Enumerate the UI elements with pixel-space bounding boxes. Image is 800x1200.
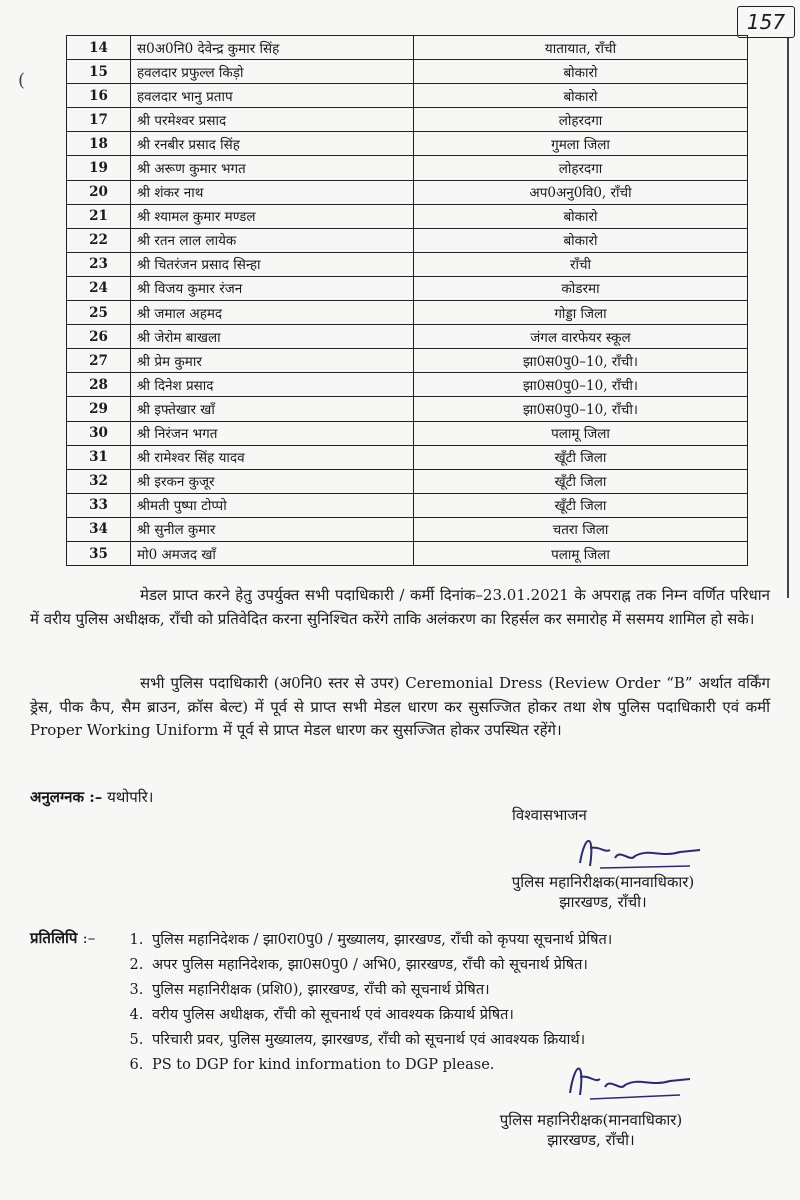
- copy-to-item: 2. अपर पुलिस महानिदेशक, झा0स0पु0 / अभि0, झारखण्ड, रॉंची को सूचनार्थ प्रेषित।: [148, 953, 612, 978]
- signatory-2-place: झारखण्ड, रॉंची।: [547, 1131, 635, 1149]
- enclosure-label: अनुलग्नक :–: [30, 788, 103, 806]
- copy-to-item: 5. परिचारी प्रवर, पुलिस मुख्यालय, झारखण्ड, रॉंची को सूचनार्थ एवं आवश्यक क्रियार्थ।: [148, 1028, 612, 1053]
- serial-number: 30: [67, 421, 131, 445]
- copy-to-separator: :–: [82, 929, 96, 947]
- posting-place: खूँटी जिला: [414, 493, 748, 517]
- enclosure-line: [30, 787, 153, 807]
- signatory-1-title: पुलिस महानिरीक्षक(मानवाधिकार): [511, 873, 695, 891]
- awardee-name: श्री परमेश्वर प्रसाद: [131, 108, 414, 132]
- serial-number: 28: [67, 373, 131, 397]
- awardee-name: श्री चितरंजन प्रसाद सिन्हा: [131, 252, 414, 276]
- awardee-name: श्री रनबीर प्रसाद सिंह: [131, 132, 414, 156]
- copy-to-item: 6. PS to DGP for kind information to DGP please.: [148, 1053, 612, 1078]
- margin-rule: [787, 38, 789, 598]
- posting-place: जंगल वारफेयर स्कूल: [414, 325, 748, 349]
- signatory-2-title: पुलिस महानिरीक्षक(मानवाधिकार): [499, 1111, 683, 1129]
- serial-number: 23: [67, 252, 131, 276]
- serial-number: 17: [67, 108, 131, 132]
- table-row: [67, 60, 748, 84]
- table-row: [67, 517, 748, 541]
- signature-1: [560, 828, 710, 878]
- awardee-name: श्री इफ्तेखार खॉं: [131, 397, 414, 421]
- copy-to-label-text: प्रतिलिपि: [30, 929, 78, 947]
- posting-place: कोडरमा: [414, 276, 748, 300]
- posting-place: झा0स0पु0–10, रॉंची।: [414, 397, 748, 421]
- serial-number: 33: [67, 493, 131, 517]
- table-row: [67, 228, 748, 252]
- posting-place: पलामू जिला: [414, 541, 748, 565]
- table-row: [67, 132, 748, 156]
- table-row: [67, 204, 748, 228]
- serial-number: 19: [67, 156, 131, 180]
- serial-number: 15: [67, 60, 131, 84]
- serial-number: 29: [67, 397, 131, 421]
- table-row: [67, 397, 748, 421]
- page-number: 157: [737, 6, 795, 38]
- awardee-name: श्री रामेश्वर सिंह यादव: [131, 445, 414, 469]
- awardee-name: हवलदार प्रफुल्ल किड़ो: [131, 60, 414, 84]
- awardee-table: [66, 35, 748, 566]
- instruction-paragraph-2: सभी पुलिस पदाधिकारी (अ0नि0 स्तर से उपर) Ceremonial Dress (Review Order “B” अर्थात वर्किंग ड्रेस, पीक कैप, सैम ब्राउन, क्रॉस बेल्ट) में पूर्व से प्राप्त सभी मेडल धारण कर सुसज्जित होकर तथा शेष पुलिस पदाधिकारी एवं कर्मी Proper Working Uniform में पूर्व से प्राप्त मेडल धारण कर सुसज्जित होकर उपस्थित रहेंगे।: [30, 674, 770, 739]
- awardee-name: श्री श्यामल कुमार मण्डल: [131, 204, 414, 228]
- posting-place: बोकारो: [414, 204, 748, 228]
- awardee-name: श्री जेरोम बाखला: [131, 325, 414, 349]
- awardee-name: श्री विजय कुमार रंजन: [131, 276, 414, 300]
- awardee-name: श्री प्रेम कुमार: [131, 349, 414, 373]
- serial-number: 18: [67, 132, 131, 156]
- table-row: [67, 469, 748, 493]
- posting-place: गोड्डा जिला: [414, 301, 748, 325]
- posting-place: बोकारो: [414, 228, 748, 252]
- posting-place: झा0स0पु0–10, रॉंची।: [414, 373, 748, 397]
- serial-number: 26: [67, 325, 131, 349]
- table-row: [67, 252, 748, 276]
- awardee-name: स0अ0नि0 देवेन्द्र कुमार सिंह: [131, 36, 414, 60]
- signatory-block-2: [446, 1110, 736, 1150]
- awardee-name: श्री शंकर नाथ: [131, 180, 414, 204]
- copy-to-label: [30, 928, 95, 948]
- awardee-name: श्री दिनेश प्रसाद: [131, 373, 414, 397]
- table-row: [67, 541, 748, 565]
- posting-place: खूँटी जिला: [414, 469, 748, 493]
- margin-mark: (: [18, 70, 26, 91]
- posting-place: गुमला जिला: [414, 132, 748, 156]
- awardee-name: श्रीमती पुष्पा टोप्पो: [131, 493, 414, 517]
- serial-number: 16: [67, 84, 131, 108]
- posting-place: लोहरदगा: [414, 108, 748, 132]
- serial-number: 35: [67, 541, 131, 565]
- table-row: [67, 421, 748, 445]
- table-row: [67, 156, 748, 180]
- awardee-name: मो0 अमजद खॉं: [131, 541, 414, 565]
- signatory-1-place: झारखण्ड, रॉंची।: [559, 893, 647, 911]
- table-row: [67, 325, 748, 349]
- posting-place: अप0अनु0वि0, रॉंची: [414, 180, 748, 204]
- posting-place: लोहरदगा: [414, 156, 748, 180]
- awardee-name: श्री निरंजन भगत: [131, 421, 414, 445]
- serial-number: 24: [67, 276, 131, 300]
- table-row: [67, 36, 748, 60]
- copy-to-item: 1. पुलिस महानिदेशक / झा0रा0पु0 / मुख्यालय, झारखण्ड, रॉंची को कृपया सूचनार्थ प्रेषित।: [148, 928, 612, 953]
- signatory-block-1: [458, 872, 748, 912]
- awardee-name: श्री इरकन कुजूर: [131, 469, 414, 493]
- copy-to-list: [130, 928, 612, 1078]
- posting-place: झा0स0पु0–10, रॉंची।: [414, 349, 748, 373]
- posting-place: यातायात, रॉंची: [414, 36, 748, 60]
- table-row: [67, 84, 748, 108]
- awardee-name: हवलदार भानु प्रताप: [131, 84, 414, 108]
- awardee-name: श्री सुनील कुमार: [131, 517, 414, 541]
- table-row: [67, 276, 748, 300]
- table-row: [67, 373, 748, 397]
- serial-number: 25: [67, 301, 131, 325]
- copy-to-item: 3. पुलिस महानिरीक्षक (प्रशि0), झारखण्ड, रॉंची को सूचनार्थ प्रेषित।: [148, 978, 612, 1003]
- posting-place: चतरा जिला: [414, 517, 748, 541]
- posting-place: बोकारो: [414, 60, 748, 84]
- serial-number: 31: [67, 445, 131, 469]
- serial-number: 34: [67, 517, 131, 541]
- signature-2: [550, 1055, 700, 1110]
- posting-place: बोकारो: [414, 84, 748, 108]
- table-row: [67, 445, 748, 469]
- table-row: [67, 108, 748, 132]
- serial-number: 21: [67, 204, 131, 228]
- table-row: [67, 301, 748, 325]
- posting-place: खूँटी जिला: [414, 445, 748, 469]
- serial-number: 14: [67, 36, 131, 60]
- awardee-name: श्री अरूण कुमार भगत: [131, 156, 414, 180]
- enclosure-value: यथोपरि।: [107, 788, 154, 806]
- serial-number: 32: [67, 469, 131, 493]
- table-row: [67, 180, 748, 204]
- posting-place: पलामू जिला: [414, 421, 748, 445]
- serial-number: 20: [67, 180, 131, 204]
- serial-number: 27: [67, 349, 131, 373]
- awardee-name: श्री जमाल अहमद: [131, 301, 414, 325]
- closing-salutation: विश्वासभाजन: [512, 806, 587, 824]
- posting-place: रॉंची: [414, 252, 748, 276]
- table-row: [67, 493, 748, 517]
- awardee-name: श्री रतन लाल लायेक: [131, 228, 414, 252]
- instruction-paragraph-1: मेडल प्राप्त करने हेतु उपर्युक्त सभी पदाधिकारी / कर्मी दिनांक–23.01.2021 के अपराह्न तक निम्न वर्णित परिधान में वरीय पुलिस अधीक्षक, रॉंची को प्रतिवेदित करना सुनिश्चित करेंगे ताकि अलंकरण का रिहर्सल कर समारोह में ससमय शामिल हो सके।: [30, 586, 770, 628]
- copy-to-item: 4. वरीय पुलिस अधीक्षक, रॉंची को सूचनार्थ एवं आवश्यक क्रियार्थ प्रेषित।: [148, 1003, 612, 1028]
- serial-number: 22: [67, 228, 131, 252]
- table-row: [67, 349, 748, 373]
